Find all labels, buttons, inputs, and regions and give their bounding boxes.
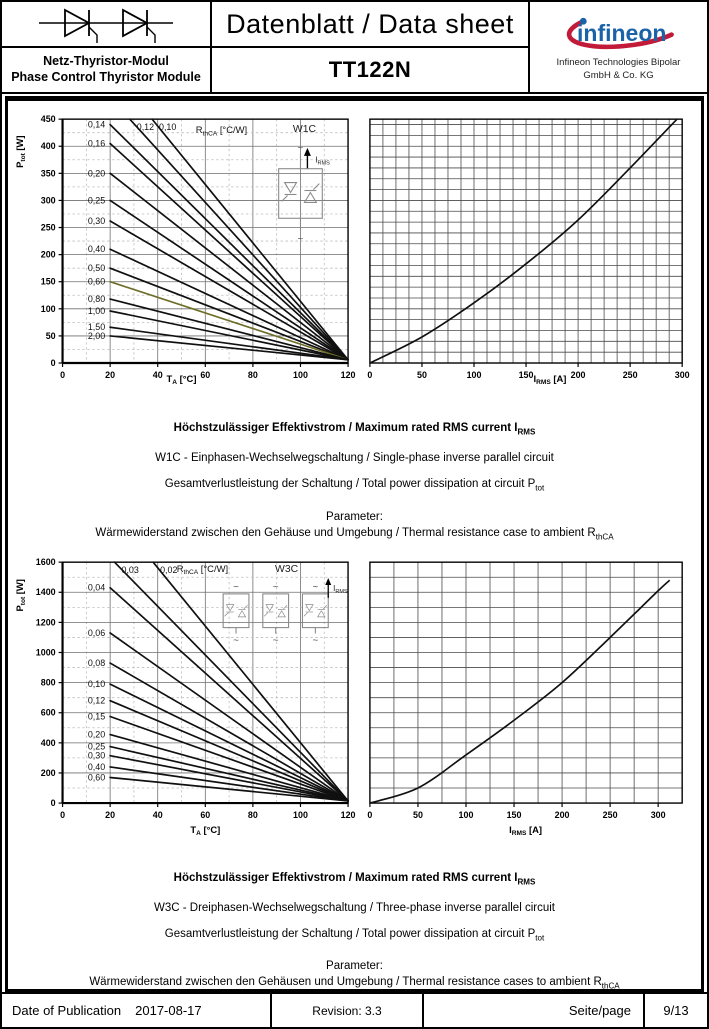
irms-label: $I_{RMS}$ <box>315 155 330 167</box>
svg-text:120: 120 <box>340 369 356 380</box>
w1c-ptot-vs-ta-plot <box>14 114 356 386</box>
caption-resistance: Wärmewiderstand zwischen den Gehäuse und Umgebung / Thermal resistance case to ambient $R_{thCA}$ <box>95 526 614 541</box>
svg-text:1400: 1400 <box>35 587 56 598</box>
svg-text:100: 100 <box>293 369 308 380</box>
svg-text:0: 0 <box>367 369 373 380</box>
caption-parameter-label: Parameter: <box>326 960 383 973</box>
svg-text:200: 200 <box>554 809 570 820</box>
date-label: Date of Publication <box>12 1003 122 1018</box>
svg-text:40: 40 <box>152 369 163 380</box>
series-line <box>110 588 348 801</box>
svg-text:Ptot [W]: $P_{tot}$ [W] <box>13 135 28 168</box>
date-value: 2017-08-17 <box>135 1003 202 1018</box>
page-number: 9/13 <box>663 1003 689 1018</box>
svg-text:80: 80 <box>247 809 258 820</box>
series-label: 0,60 <box>87 276 106 287</box>
svg-text:150: 150 <box>40 276 56 287</box>
svg-text:400: 400 <box>40 141 56 152</box>
w3c-caption-block <box>8 844 701 992</box>
caption-dissipation: Gesamtverlustleistung der Schaltung / Total power dissipation at circuit $P_{tot}$ <box>164 478 545 493</box>
revision-label: Revision: <box>312 1003 362 1018</box>
header <box>2 2 707 94</box>
svg-text:20: 20 <box>105 809 116 820</box>
w1c-ptot-vs-irms-plot <box>367 119 689 386</box>
svg-text:0: 0 <box>60 809 66 820</box>
charts-row-w1c <box>8 101 701 394</box>
svg-text:350: 350 <box>40 168 56 179</box>
module-symbol-cell <box>2 2 210 48</box>
series-label: 0,30 <box>87 750 106 761</box>
circuit-type-label: W1C <box>292 124 316 136</box>
chart-w1c-power-vs-current <box>360 106 697 394</box>
ac-source-symbol: ~ <box>297 234 304 246</box>
svg-text:100: 100 <box>40 303 56 314</box>
svg-text:250: 250 <box>40 222 56 233</box>
svg-text:20: 20 <box>105 369 116 380</box>
header-brand-column <box>530 2 707 92</box>
header-title-column <box>212 2 530 92</box>
part-number: TT122N <box>328 57 412 82</box>
svg-text:300: 300 <box>674 369 690 380</box>
series-label: 0,08 <box>87 657 106 668</box>
chart-w3c-power-vs-ambient: ~ ~ 0 20 40 60 80 100 $12002004006008001000120014001600T_A$ $[^\circ C]P_{tot}$ $[W]R_{thCA}$ [°C/W]0,020,030,040,060,080,100,120,150,200,250,300,400,60 W3C $I_{RMS}$ <box>13 557 356 837</box>
svg-text:100: 100 <box>466 369 482 380</box>
series-label: 0,40 <box>87 244 106 255</box>
series-label: 0,12 <box>136 122 155 133</box>
svg-text:0: 0 <box>367 809 373 820</box>
svg-text:50: 50 <box>45 330 56 341</box>
series-label: 0,20 <box>87 168 106 179</box>
svg-text:800: 800 <box>40 677 56 688</box>
svg-text:IRMS [A]: $I_{RMS}$ [A] <box>533 372 567 387</box>
svg-text:1000: 1000 <box>35 647 56 658</box>
series-label: 0,10 <box>159 122 177 133</box>
curve <box>370 580 670 803</box>
svg-text:80: 80 <box>247 369 258 380</box>
w1c-circuit-inset <box>279 124 331 245</box>
svg-text:RthCA [°C/W]: $R_{thCA}$ [°C/W] <box>176 562 229 577</box>
header-module-column <box>2 2 212 92</box>
svg-text:40: 40 <box>152 809 163 820</box>
footer-page-label-cell <box>424 994 645 1027</box>
svg-text:1200: 1200 <box>35 617 56 628</box>
svg-text:60: 60 <box>200 809 211 820</box>
series-label: 0,04 <box>87 582 106 593</box>
series-label: 0,25 <box>87 195 106 206</box>
svg-text:200: 200 <box>40 767 56 778</box>
revision-value: 3.3 <box>365 1003 382 1018</box>
w1c-caption-block <box>8 394 701 544</box>
footer <box>2 992 707 1027</box>
svg-text:300: 300 <box>650 809 666 820</box>
document-title: Datenblatt / Data sheet <box>226 8 514 39</box>
module-name-cell <box>2 48 210 92</box>
current-arrow-head <box>325 578 331 585</box>
series-label: 0,60 <box>87 772 106 783</box>
content-frame <box>5 96 704 992</box>
caption-circuit: W3C - Dreiphasen-Wechselwegschaltung / Three-phase inverse parallel circuit <box>154 902 555 915</box>
svg-text:250: 250 <box>622 369 638 380</box>
svg-text:TA [°C]: $T_A$ [°C] <box>190 823 221 837</box>
series-label: 1,50 <box>87 322 106 333</box>
thyristor-symbol <box>282 183 297 202</box>
series-label: 0,30 <box>87 216 106 227</box>
series-label: 0,14 <box>87 119 106 130</box>
chart-w1c-power-vs-ambient <box>11 106 360 394</box>
w3c-ptot-vs-irms-plot <box>367 562 682 837</box>
series-line <box>153 562 348 801</box>
series-line <box>110 747 348 801</box>
svg-text:100: 100 <box>458 809 474 820</box>
caption-parameter-label: Parameter: <box>326 510 383 523</box>
caption-heading: Höchstzulässiger Effektivstrom / Maximum rated RMS current $I_{RMS}$ <box>173 422 536 437</box>
series-label: 0,06 <box>87 627 106 638</box>
svg-text:150: 150 <box>518 369 534 380</box>
thyristor-symbols-icon <box>31 3 181 45</box>
w3c-circuit-inset <box>223 564 348 646</box>
svg-text:300: 300 <box>40 195 56 206</box>
series-label: 0,25 <box>87 741 106 752</box>
series-line <box>115 562 349 801</box>
caption-heading: Höchstzulässiger Effektivstrom / Maximum rated RMS current $I_{RMS}$ <box>173 871 536 887</box>
svg-text:120: 120 <box>340 809 356 820</box>
circuit-type-label: W3C <box>275 563 299 575</box>
series-label: 0,02 <box>160 564 178 575</box>
caption-dissipation: Gesamtverlustleistung der Schaltung / Total power dissipation at circuit $P_{tot}$ <box>164 928 545 943</box>
ac-source-symbol: ~ <box>297 142 304 154</box>
svg-text:100: 100 <box>293 809 308 820</box>
series-label: 2,00 <box>87 330 106 341</box>
series-label: 0,03 <box>121 564 139 575</box>
curve <box>370 119 677 363</box>
series-label: 0,50 <box>87 263 106 274</box>
svg-text:600: 600 <box>40 707 56 718</box>
caption-circuit: W1C - Einphasen-Wechselwegschaltung / Single-phase inverse parallel circuit <box>155 452 554 465</box>
svg-text:50: 50 <box>416 369 427 380</box>
svg-text:IRMS [A]: $I_{RMS}$ [A] <box>509 823 542 837</box>
irms-label: $I_{RMS}$ <box>333 583 348 595</box>
svg-text:0: 0 <box>50 797 56 808</box>
footer-page-number-cell <box>645 994 707 1027</box>
series-label: 1,00 <box>87 305 106 316</box>
svg-text:60: 60 <box>200 369 211 380</box>
svg-text:RthCA [°C/W]: $R_{thCA}$ [°C/W] <box>195 124 248 138</box>
svg-text:0: 0 <box>50 357 56 368</box>
footer-date-cell <box>2 994 272 1027</box>
infineon-logo <box>555 11 683 55</box>
page-label: Seite/page <box>568 1003 631 1018</box>
series-label: 0,10 <box>87 678 106 689</box>
series-label: 0,15 <box>87 711 106 722</box>
module-name-de: Netz-Thyristor-Modul <box>43 54 169 69</box>
company-name: Infineon Technologies Bipolar GmbH & Co. KG <box>556 57 681 81</box>
footer-revision-cell <box>272 994 424 1027</box>
svg-text:200: 200 <box>570 369 586 380</box>
current-arrow-head <box>304 148 311 156</box>
series-label: 0,16 <box>87 138 106 149</box>
svg-text:50: 50 <box>412 809 423 820</box>
thyristor-symbol <box>304 184 319 203</box>
caption-resistance: Wärmewiderstand zwischen den Gehäusen und Umgebung / Thermal resistance cases to ambient $R_{thCA}$ <box>89 976 620 991</box>
series-label: 0,80 <box>87 294 106 305</box>
series-label: 0,20 <box>87 729 106 740</box>
chart-w3c-power-vs-current <box>360 549 697 844</box>
svg-text:0: 0 <box>60 369 66 380</box>
svg-text:450: 450 <box>40 114 56 125</box>
series-label: 0,12 <box>87 695 106 706</box>
module-name-en: Phase Control Thyristor Module <box>11 70 201 84</box>
svg-text:1600: 1600 <box>35 557 56 568</box>
svg-text:Ptot [W]: $P_{tot}$ [W] <box>13 578 28 612</box>
svg-text:250: 250 <box>602 809 618 820</box>
svg-text:150: 150 <box>506 809 522 820</box>
charts-row-w3c <box>8 544 701 844</box>
series-line <box>110 716 348 800</box>
brand-wordmark: infineon <box>576 20 666 47</box>
part-number-cell <box>212 48 528 92</box>
svg-text:TA [°C]: $T_A$ [°C] <box>166 372 197 387</box>
svg-text:400: 400 <box>40 737 56 748</box>
svg-text:200: 200 <box>40 249 56 260</box>
series-label: 0,40 <box>87 761 106 772</box>
doc-title-cell <box>212 2 528 48</box>
w3c-ptot-vs-ta-plot <box>14 557 356 837</box>
